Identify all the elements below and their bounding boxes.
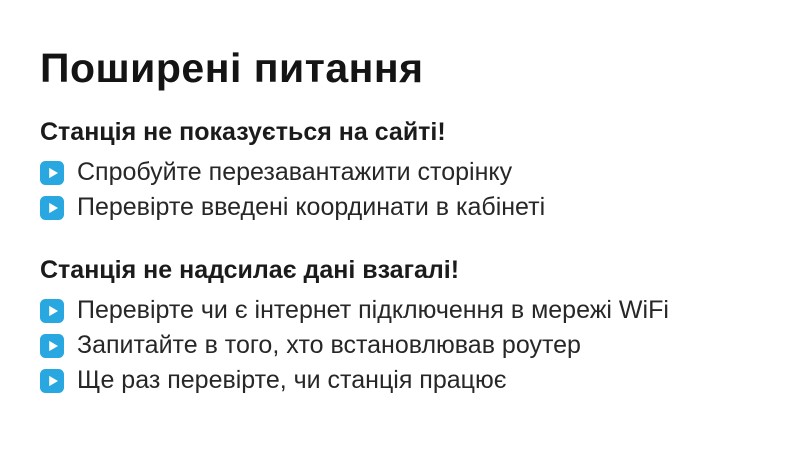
play-icon — [40, 196, 64, 220]
play-icon — [40, 369, 64, 393]
play-icon — [40, 161, 64, 185]
list-item-text: Спробуйте перезавантажити сторінку — [77, 158, 513, 186]
section-heading: Станція не показується на сайті! — [40, 118, 446, 146]
list-item-text: Ще раз перевірте, чи станція працює — [77, 366, 507, 394]
faq-list — [40, 293, 765, 398]
page-title: Поширені питання — [40, 45, 424, 91]
list-item — [40, 293, 765, 328]
faq-list — [40, 155, 765, 225]
list-item-text: Перевірте чи є інтернет підключення в мережі WiFi — [77, 296, 669, 324]
faq-section-station-no-data — [40, 255, 765, 398]
play-icon — [40, 334, 64, 358]
list-item — [40, 363, 765, 398]
section-heading: Станція не надсилає дані взагалі! — [40, 256, 460, 284]
list-item — [40, 190, 765, 225]
list-item-text: Запитайте в того, хто встановлював роутер — [77, 331, 581, 359]
faq-section-station-not-shown — [40, 117, 765, 225]
list-item-text: Перевірте введені координати в кабінеті — [77, 193, 546, 221]
play-icon — [40, 299, 64, 323]
list-item — [40, 328, 765, 363]
list-item — [40, 155, 765, 190]
